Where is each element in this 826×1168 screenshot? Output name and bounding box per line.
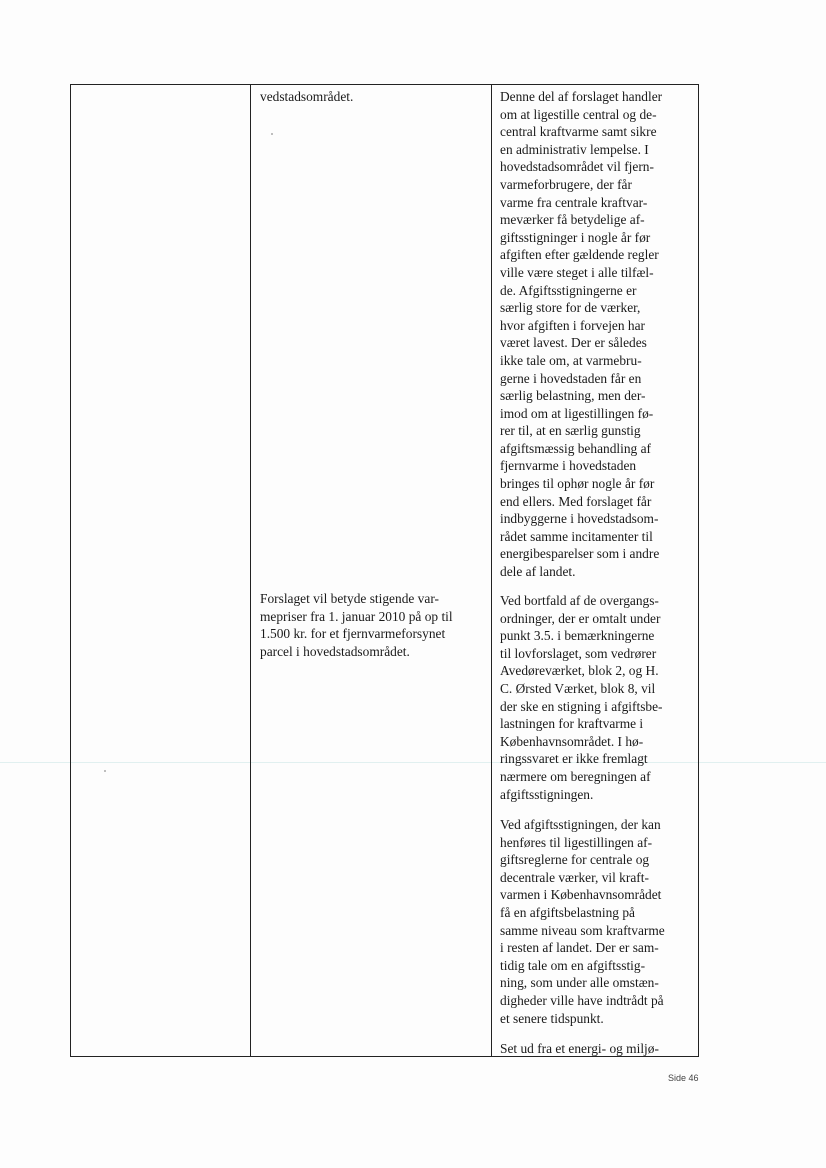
comments-table [70,84,699,1057]
column-divider [491,85,492,1056]
column-divider [250,85,251,1056]
right-cell-text: Ved afgiftsstigningen, der kan henføres til ligestillingen af- giftsreglerne for centrale og decentrale værker, vil kraft- varmen i Københavnsområdet få en afgiftsbelastning på samme niveau som kraftvarme i resten af landet. Der er sam- tidig tale om en afgiftsstig- ning, som under alle omstæn- digheder ville have indtrådt på et senere tidspunkt. [500,817,665,1026]
right-cell-text: Ved bortfald af de overgangs- ordninger, der er omtalt under punkt 3.5. i bemærkningerne til lovforslaget, som vedrører Avedøreværket, blok 2, og H. C. Ørsted Værket, blok 8, vil der ske en stigning i afgiftsbe- lastningen for kraftvarme i Københavnsområdet. I hø- ringssvaret er ikke fremlagt nærmere om beregningen af afgiftsstigningen. [500,593,663,802]
right-cell-text: Denne del af forslaget handler om at ligestille central og de- central kraftvarme samt sikre en administrativ lempelse. I hovedstadsområdet vil fjern- varmeforbrugere, der får varme fra centrale kraftvar- meværker få betydelige af- giftsstigninger i nogle år før afgiften efter gældende regler ville være steget i alle tilfæl- de. Afgiftsstigningerne er særlig store for de værker, hvor afgiften i forvejen har været lavest. Der er således ikke tale om, at varmebru- gerne i hovedstaden får en særlig belastning, men der- imod om at ligestillingen fø- rer til, at en særlig gunstig afgiftsmæssig behandling af fjernvarme i hovedstaden bringes til ophør nogle år før end ellers. Med forslaget får indbyggerne i hovedstadsom- rådet samme incitamenter til energibesparelser som i andre dele af landet. [500,89,663,580]
page-number: Side 46 [668,1073,699,1083]
right-cell-text: Set ud fra et energi- og miljø- [500,1041,659,1056]
middle-cell-text: Forslaget vil betyde stigende var- mepriser fra 1. januar 2010 på op til 1.500 kr. for et fjernvarmeforsynet parcel i hovedstadsområdet. [260,591,453,659]
middle-cell-text: vedstadsområdet. [260,89,354,104]
